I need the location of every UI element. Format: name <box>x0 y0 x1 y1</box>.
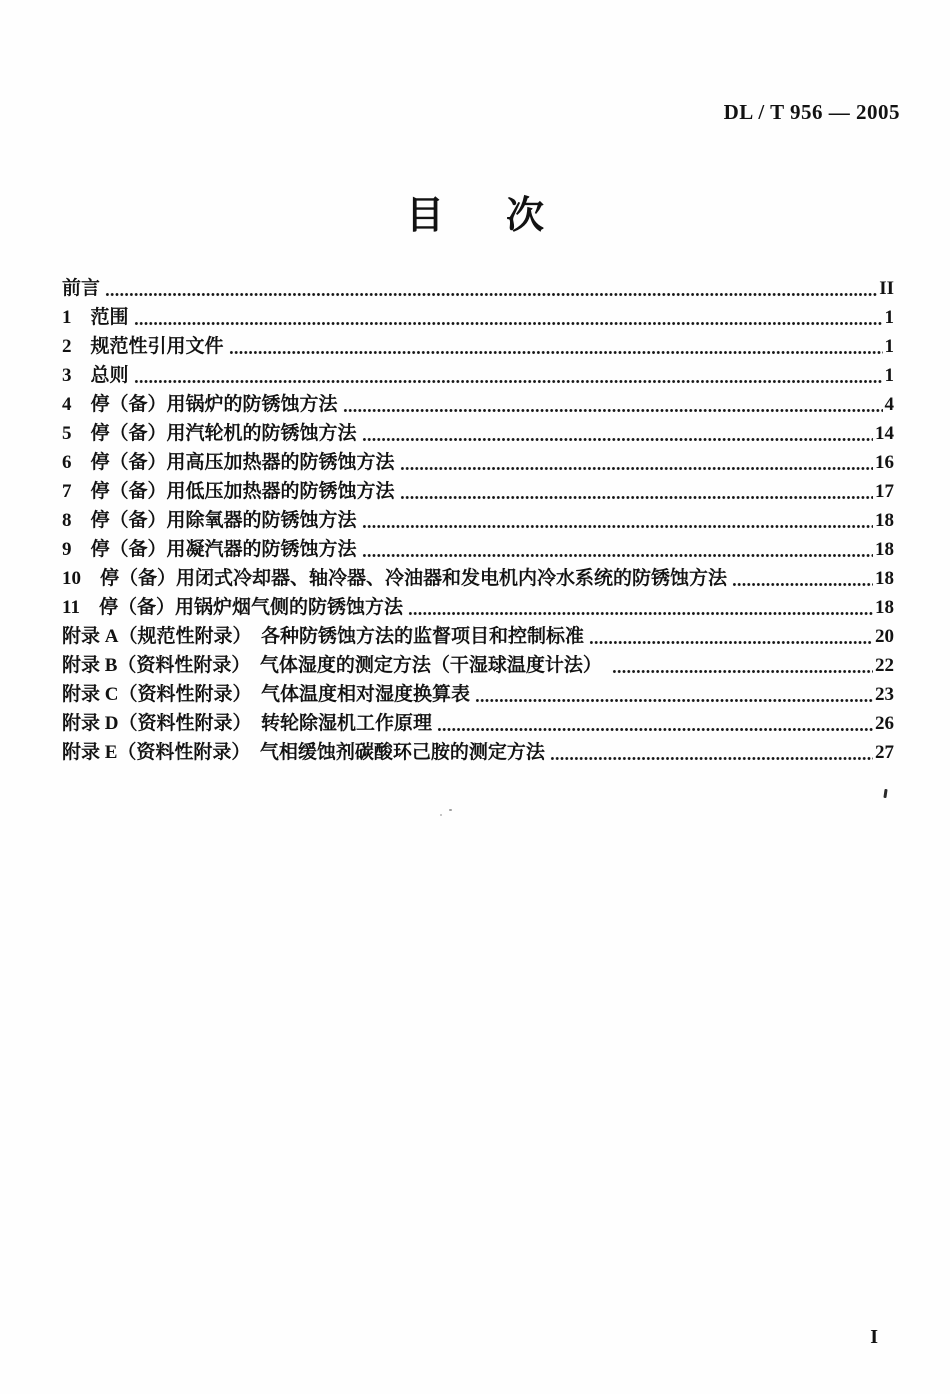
toc-entry-label: 附录 C（资料性附录） 气体温度相对湿度换算表 <box>62 684 470 705</box>
toc-page-number: 20 <box>875 626 894 647</box>
toc-entry-label: 3 总则 <box>62 365 129 386</box>
toc-page-number: 27 <box>875 742 894 763</box>
toc-entry <box>62 651 894 680</box>
scan-artifact <box>883 789 887 798</box>
toc-entry <box>62 274 894 303</box>
folio-page-number: I <box>870 1326 878 1348</box>
scan-artifact <box>440 814 442 816</box>
toc-leader-dots <box>362 419 873 448</box>
toc-leader-dots <box>589 622 873 651</box>
toc-entry <box>62 419 894 448</box>
toc-entry <box>62 361 894 390</box>
toc-entry-label: 9 停（备）用凝汽器的防锈蚀方法 <box>62 539 357 560</box>
toc-entry <box>62 506 894 535</box>
toc-entry-label: 5 停（备）用汽轮机的防锈蚀方法 <box>62 423 357 444</box>
toc-page-number: 4 <box>884 394 894 415</box>
toc-page-number: 22 <box>875 655 894 676</box>
toc-leader-dots <box>105 274 877 303</box>
toc-page-number: 23 <box>875 684 894 705</box>
toc-entry <box>62 303 894 332</box>
toc-leader-dots <box>437 709 873 738</box>
toc-entry <box>62 332 894 361</box>
toc-page-number: 1 <box>884 307 894 328</box>
toc-entry <box>62 477 894 506</box>
toc-entry <box>62 535 894 564</box>
toc-page-number: II <box>879 278 894 299</box>
scan-artifact <box>449 809 452 811</box>
toc-entry <box>62 564 894 593</box>
toc-page-number: 26 <box>875 713 894 734</box>
toc-leader-dots <box>343 390 883 419</box>
toc-leader-dots <box>408 593 873 622</box>
toc-page-number: 17 <box>875 481 894 502</box>
toc-leader-dots <box>550 738 873 767</box>
toc-entry <box>62 680 894 709</box>
standard-code: DL / T 956 — 2005 <box>723 100 900 124</box>
toc-entry <box>62 390 894 419</box>
toc-page-number: 18 <box>875 510 894 531</box>
toc-entry-label: 附录 E（资料性附录） 气相缓蚀剂碳酸环己胺的测定方法 <box>62 742 545 763</box>
toc-entry-label: 10 停（备）用闭式冷却器、轴冷器、冷油器和发电机内冷水系统的防锈蚀方法 <box>62 568 728 589</box>
toc-entry <box>62 738 894 767</box>
toc-entry-label: 4 停（备）用锅炉的防锈蚀方法 <box>62 394 338 415</box>
page-title: 目 次 <box>405 195 556 237</box>
toc-leader-dots <box>612 651 873 680</box>
toc-entry-label: 1 范围 <box>62 307 129 328</box>
toc-page-number: 1 <box>884 336 894 357</box>
toc-leader-dots <box>732 564 873 593</box>
toc-list <box>62 274 894 767</box>
toc-entry-label: 附录 A（规范性附录） 各种防锈蚀方法的监督项目和控制标准 <box>62 626 584 647</box>
toc-leader-dots <box>400 448 873 477</box>
toc-entry <box>62 593 894 622</box>
toc-page-number: 1 <box>884 365 894 386</box>
toc-leader-dots <box>362 535 873 564</box>
toc-page-number: 18 <box>875 539 894 560</box>
toc-entry-label: 8 停（备）用除氧器的防锈蚀方法 <box>62 510 357 531</box>
toc-entry-label: 6 停（备）用高压加热器的防锈蚀方法 <box>62 452 395 473</box>
toc-entry <box>62 622 894 651</box>
toc-leader-dots <box>134 361 883 390</box>
toc-leader-dots <box>229 332 883 361</box>
toc-leader-dots <box>475 680 873 709</box>
toc-page-number: 18 <box>875 597 894 618</box>
toc-entry-label: 7 停（备）用低压加热器的防锈蚀方法 <box>62 481 395 502</box>
toc-entry-label: 2 规范性引用文件 <box>62 336 224 357</box>
toc-page-number: 14 <box>875 423 894 444</box>
toc-entry-label: 附录 D（资料性附录） 转轮除湿机工作原理 <box>62 713 432 734</box>
toc-leader-dots <box>134 303 883 332</box>
toc-leader-dots <box>400 477 873 506</box>
toc-leader-dots <box>362 506 873 535</box>
toc-entry-label: 前言 <box>62 278 101 299</box>
toc-entry <box>62 448 894 477</box>
toc-entry-label: 附录 B（资料性附录） 气体湿度的测定方法（干湿球温度计法） <box>62 655 607 676</box>
toc-entry <box>62 709 894 738</box>
toc-page-number: 18 <box>875 568 894 589</box>
toc-entry-label: 11 停（备）用锅炉烟气侧的防锈蚀方法 <box>62 597 403 618</box>
toc-page-number: 16 <box>875 452 894 473</box>
